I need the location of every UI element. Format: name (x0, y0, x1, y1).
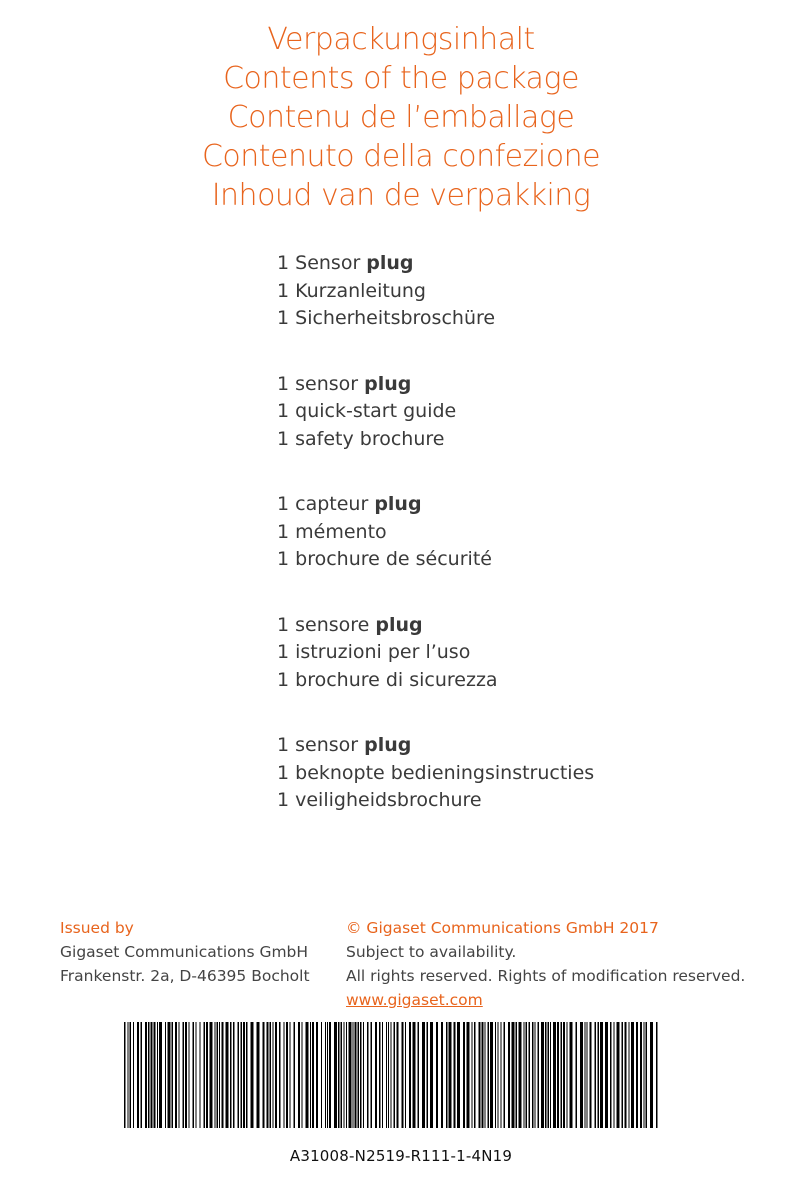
barcode-bar (298, 1022, 300, 1128)
barcode-bar (535, 1022, 536, 1128)
barcode-bar (290, 1022, 291, 1128)
barcode-bar (600, 1022, 603, 1128)
barcode-bar (284, 1022, 285, 1128)
list-item: 1 brochure de sécurité (277, 548, 492, 570)
barcode-bar (241, 1022, 243, 1128)
barcode-bar (344, 1022, 345, 1128)
barcode-bar (541, 1022, 544, 1128)
title-de: Verpackungsinhalt (267, 22, 535, 57)
barcode-bar (656, 1022, 658, 1128)
barcode-bar (251, 1022, 254, 1128)
barcode-bar (386, 1022, 387, 1128)
barcode-bar (617, 1022, 620, 1128)
barcode-bar (457, 1022, 460, 1128)
barcode-bar (436, 1022, 438, 1128)
list-item: 1 Kurzanleitung (277, 279, 426, 302)
barcode-bar (185, 1022, 187, 1128)
barcode-bar (349, 1022, 352, 1128)
barcode-bar (622, 1022, 624, 1128)
barcode-bar (501, 1022, 502, 1128)
barcode-bar (636, 1022, 638, 1128)
barcode-bar (485, 1022, 486, 1128)
barcode-bar (446, 1022, 448, 1128)
barcode-bar (590, 1022, 592, 1128)
barcode-bar (275, 1022, 277, 1128)
barcode-bar (151, 1022, 153, 1128)
barcode-bar (545, 1022, 547, 1128)
barcode-bar (321, 1022, 322, 1128)
barcode-bar (504, 1022, 506, 1128)
barcode-bar (302, 1022, 303, 1128)
list-item: 1 istruzioni per l’uso (277, 641, 471, 663)
barcode-bar (388, 1022, 389, 1128)
website-link[interactable]: www.gigaset.com (346, 991, 483, 1009)
barcode-bar (524, 1022, 525, 1128)
contents-group-it (277, 612, 757, 695)
issuer-company: Gigaset Communications GmbH (60, 943, 309, 961)
list-item: 1 Sensor plug (277, 252, 414, 274)
contents-group-nl (277, 732, 757, 815)
barcode-bar (532, 1022, 534, 1128)
barcode-bar (391, 1022, 392, 1128)
barcode-bar (133, 1022, 134, 1128)
barcode-bar (367, 1022, 369, 1128)
barcode-bar (646, 1022, 648, 1128)
barcode-bar (605, 1022, 608, 1128)
barcode-bar (650, 1022, 653, 1128)
title-fr: Contenu de l’emballage (227, 100, 575, 135)
barcode-bar (454, 1022, 456, 1128)
barcode-bar (479, 1022, 481, 1128)
barcode-bar (598, 1022, 600, 1128)
barcode-bar (449, 1022, 452, 1128)
barcode-bar (316, 1022, 318, 1128)
barcode-bar (441, 1022, 443, 1128)
barcode-bar (516, 1022, 518, 1128)
barcode-bar (327, 1022, 328, 1128)
contents-group-fr (277, 491, 757, 574)
barcode-bar (130, 1022, 132, 1128)
barcode-number: A31008-N2519-R111-1-4N19 (289, 1147, 513, 1165)
barcode-bar (263, 1022, 265, 1128)
availability-line: Subject to availability. (346, 943, 517, 961)
barcode-bar (402, 1022, 404, 1128)
barcode-bar (529, 1022, 531, 1128)
issuer-address: Frankenstr. 2a, D-46395 Bocholt (60, 967, 310, 985)
barcode-bar (538, 1022, 540, 1128)
barcode-bar (226, 1022, 229, 1128)
barcode-bar (165, 1022, 166, 1128)
barcode-bar (382, 1022, 383, 1128)
barcode-bar (427, 1022, 429, 1128)
barcode-bar (519, 1022, 522, 1128)
barcode-bar (128, 1022, 129, 1128)
barcode-bar (154, 1022, 156, 1128)
barcode-bar (341, 1022, 343, 1128)
barcode-bar (257, 1022, 260, 1128)
barcode-bar (472, 1022, 473, 1128)
barcode-bar (422, 1022, 425, 1128)
barcode-bar (243, 1022, 245, 1128)
barcode-bar (273, 1022, 274, 1128)
title-block (0, 20, 802, 215)
barcode-bar (279, 1022, 281, 1128)
list-item: 1 capteur plug (277, 493, 422, 515)
barcode-bar (358, 1022, 360, 1128)
rights-line: All rights reserved. Rights of modification reserved. (346, 967, 746, 985)
barcode-bar (200, 1022, 201, 1128)
barcode-bar (148, 1022, 150, 1128)
barcode-bar (495, 1022, 496, 1128)
barcode-bar (379, 1022, 381, 1128)
list-item: 1 mémento (277, 520, 387, 543)
barcode-bar (394, 1022, 396, 1128)
barcode-bar (629, 1022, 630, 1128)
contents-lists (277, 250, 757, 853)
barcode-bar (233, 1022, 235, 1128)
barcode-bar (550, 1022, 551, 1128)
barcode-bar (206, 1022, 208, 1128)
barcode-bar (463, 1022, 465, 1128)
barcode-bar (595, 1022, 597, 1128)
barcode (124, 1022, 659, 1128)
barcode-bar (346, 1022, 347, 1128)
barcode-bar (230, 1022, 232, 1128)
list-item: 1 quick-start guide (277, 400, 457, 422)
contents-group-de (277, 250, 757, 333)
barcode-bar (157, 1022, 158, 1128)
barcode-bar (334, 1022, 337, 1128)
barcode-bar (413, 1022, 416, 1128)
barcode-bar (430, 1022, 433, 1128)
barcode-bar (409, 1022, 411, 1128)
barcode-bar (585, 1022, 586, 1128)
barcode-bar (557, 1022, 559, 1128)
barcode-bar (580, 1022, 583, 1128)
barcode-bar (124, 1022, 126, 1128)
barcode-bar (329, 1022, 331, 1128)
barcode-bar (193, 1022, 195, 1128)
barcode-bar (371, 1022, 373, 1128)
barcode-bar (355, 1022, 357, 1128)
barcode-bar (159, 1022, 162, 1128)
barcode-bar (553, 1022, 556, 1128)
barcode-bar (219, 1022, 220, 1128)
barcode-bar (508, 1022, 510, 1128)
barcode-bar (172, 1022, 174, 1128)
title-it: Contenuto della confezione (201, 139, 601, 174)
title-nl: Inhoud van de verpakking (211, 178, 591, 213)
barcode-bar (625, 1022, 627, 1128)
barcode-bar (631, 1022, 634, 1128)
barcode-bar (490, 1022, 493, 1128)
barcode-bar (587, 1022, 588, 1128)
legal-block (346, 916, 786, 1012)
title-en: Contents of the package (223, 61, 579, 96)
barcode-bar (567, 1022, 568, 1128)
barcode-bar (286, 1022, 288, 1128)
barcode-bar (576, 1022, 578, 1128)
barcode-bar (353, 1022, 354, 1128)
list-item: 1 safety brochure (277, 427, 445, 450)
barcode-bar (168, 1022, 171, 1128)
barcode-bar (397, 1022, 399, 1128)
barcode-bar (306, 1022, 309, 1128)
barcode-bar (246, 1022, 248, 1128)
list-item: 1 veiligheidsbrochure (277, 789, 482, 811)
barcode-bar (217, 1022, 219, 1128)
barcode-bar (222, 1022, 224, 1128)
barcode-bar (360, 1022, 362, 1128)
list-item: 1 sensore plug (277, 613, 423, 636)
list-item: 1 sensor plug (277, 734, 412, 756)
barcode-bar (644, 1022, 645, 1128)
barcode-bar (310, 1022, 311, 1128)
barcode-bar (474, 1022, 476, 1128)
list-item: 1 sensor plug (277, 372, 412, 395)
barcode-bar (561, 1022, 563, 1128)
barcode-bar (375, 1022, 377, 1128)
barcode-bar (363, 1022, 364, 1128)
barcode-bar (405, 1022, 406, 1128)
barcode-bar (418, 1022, 420, 1128)
barcode-bar (270, 1022, 272, 1128)
barcode-bar (467, 1022, 470, 1128)
barcode-bar (189, 1022, 190, 1128)
barcode-bar (238, 1022, 240, 1128)
list-item: 1 brochure di sicurezza (277, 668, 498, 691)
barcode-bar (640, 1022, 642, 1128)
barcode-bar (338, 1022, 340, 1128)
contents-group-en (277, 371, 757, 454)
barcode-bar (196, 1022, 197, 1128)
barcode-bar (204, 1022, 206, 1128)
barcode-bar (137, 1022, 139, 1128)
barcode-bar (267, 1022, 269, 1128)
barcode-bar (325, 1022, 326, 1128)
barcode-bar (482, 1022, 484, 1128)
barcode-bar (610, 1022, 612, 1128)
barcode-bar (294, 1022, 296, 1128)
barcode-bar (488, 1022, 490, 1128)
barcode-graphic (124, 1022, 659, 1128)
list-item: 1 Sicherheitsbroschüre (277, 307, 496, 329)
barcode-bar (183, 1022, 185, 1128)
barcode-bar (512, 1022, 515, 1128)
barcode-bar (498, 1022, 499, 1128)
barcode-bar (563, 1022, 565, 1128)
barcode-bar (614, 1022, 615, 1128)
barcode-bar (179, 1022, 180, 1128)
copyright-line: © Gigaset Communications GmbH 2017 (346, 919, 659, 937)
barcode-bar (548, 1022, 550, 1128)
barcode-bar (570, 1022, 573, 1128)
barcode-bar (526, 1022, 528, 1128)
barcode-bar (141, 1022, 143, 1128)
list-item: 1 beknopte bedieningsinstructies (277, 761, 595, 784)
issuer-block (60, 916, 340, 988)
barcode-bar (210, 1022, 213, 1128)
barcode-bar (175, 1022, 177, 1128)
barcode-bar (312, 1022, 314, 1128)
barcode-bar (215, 1022, 216, 1128)
barcode-bar (145, 1022, 147, 1128)
issued-by-label: Issued by (60, 919, 134, 937)
